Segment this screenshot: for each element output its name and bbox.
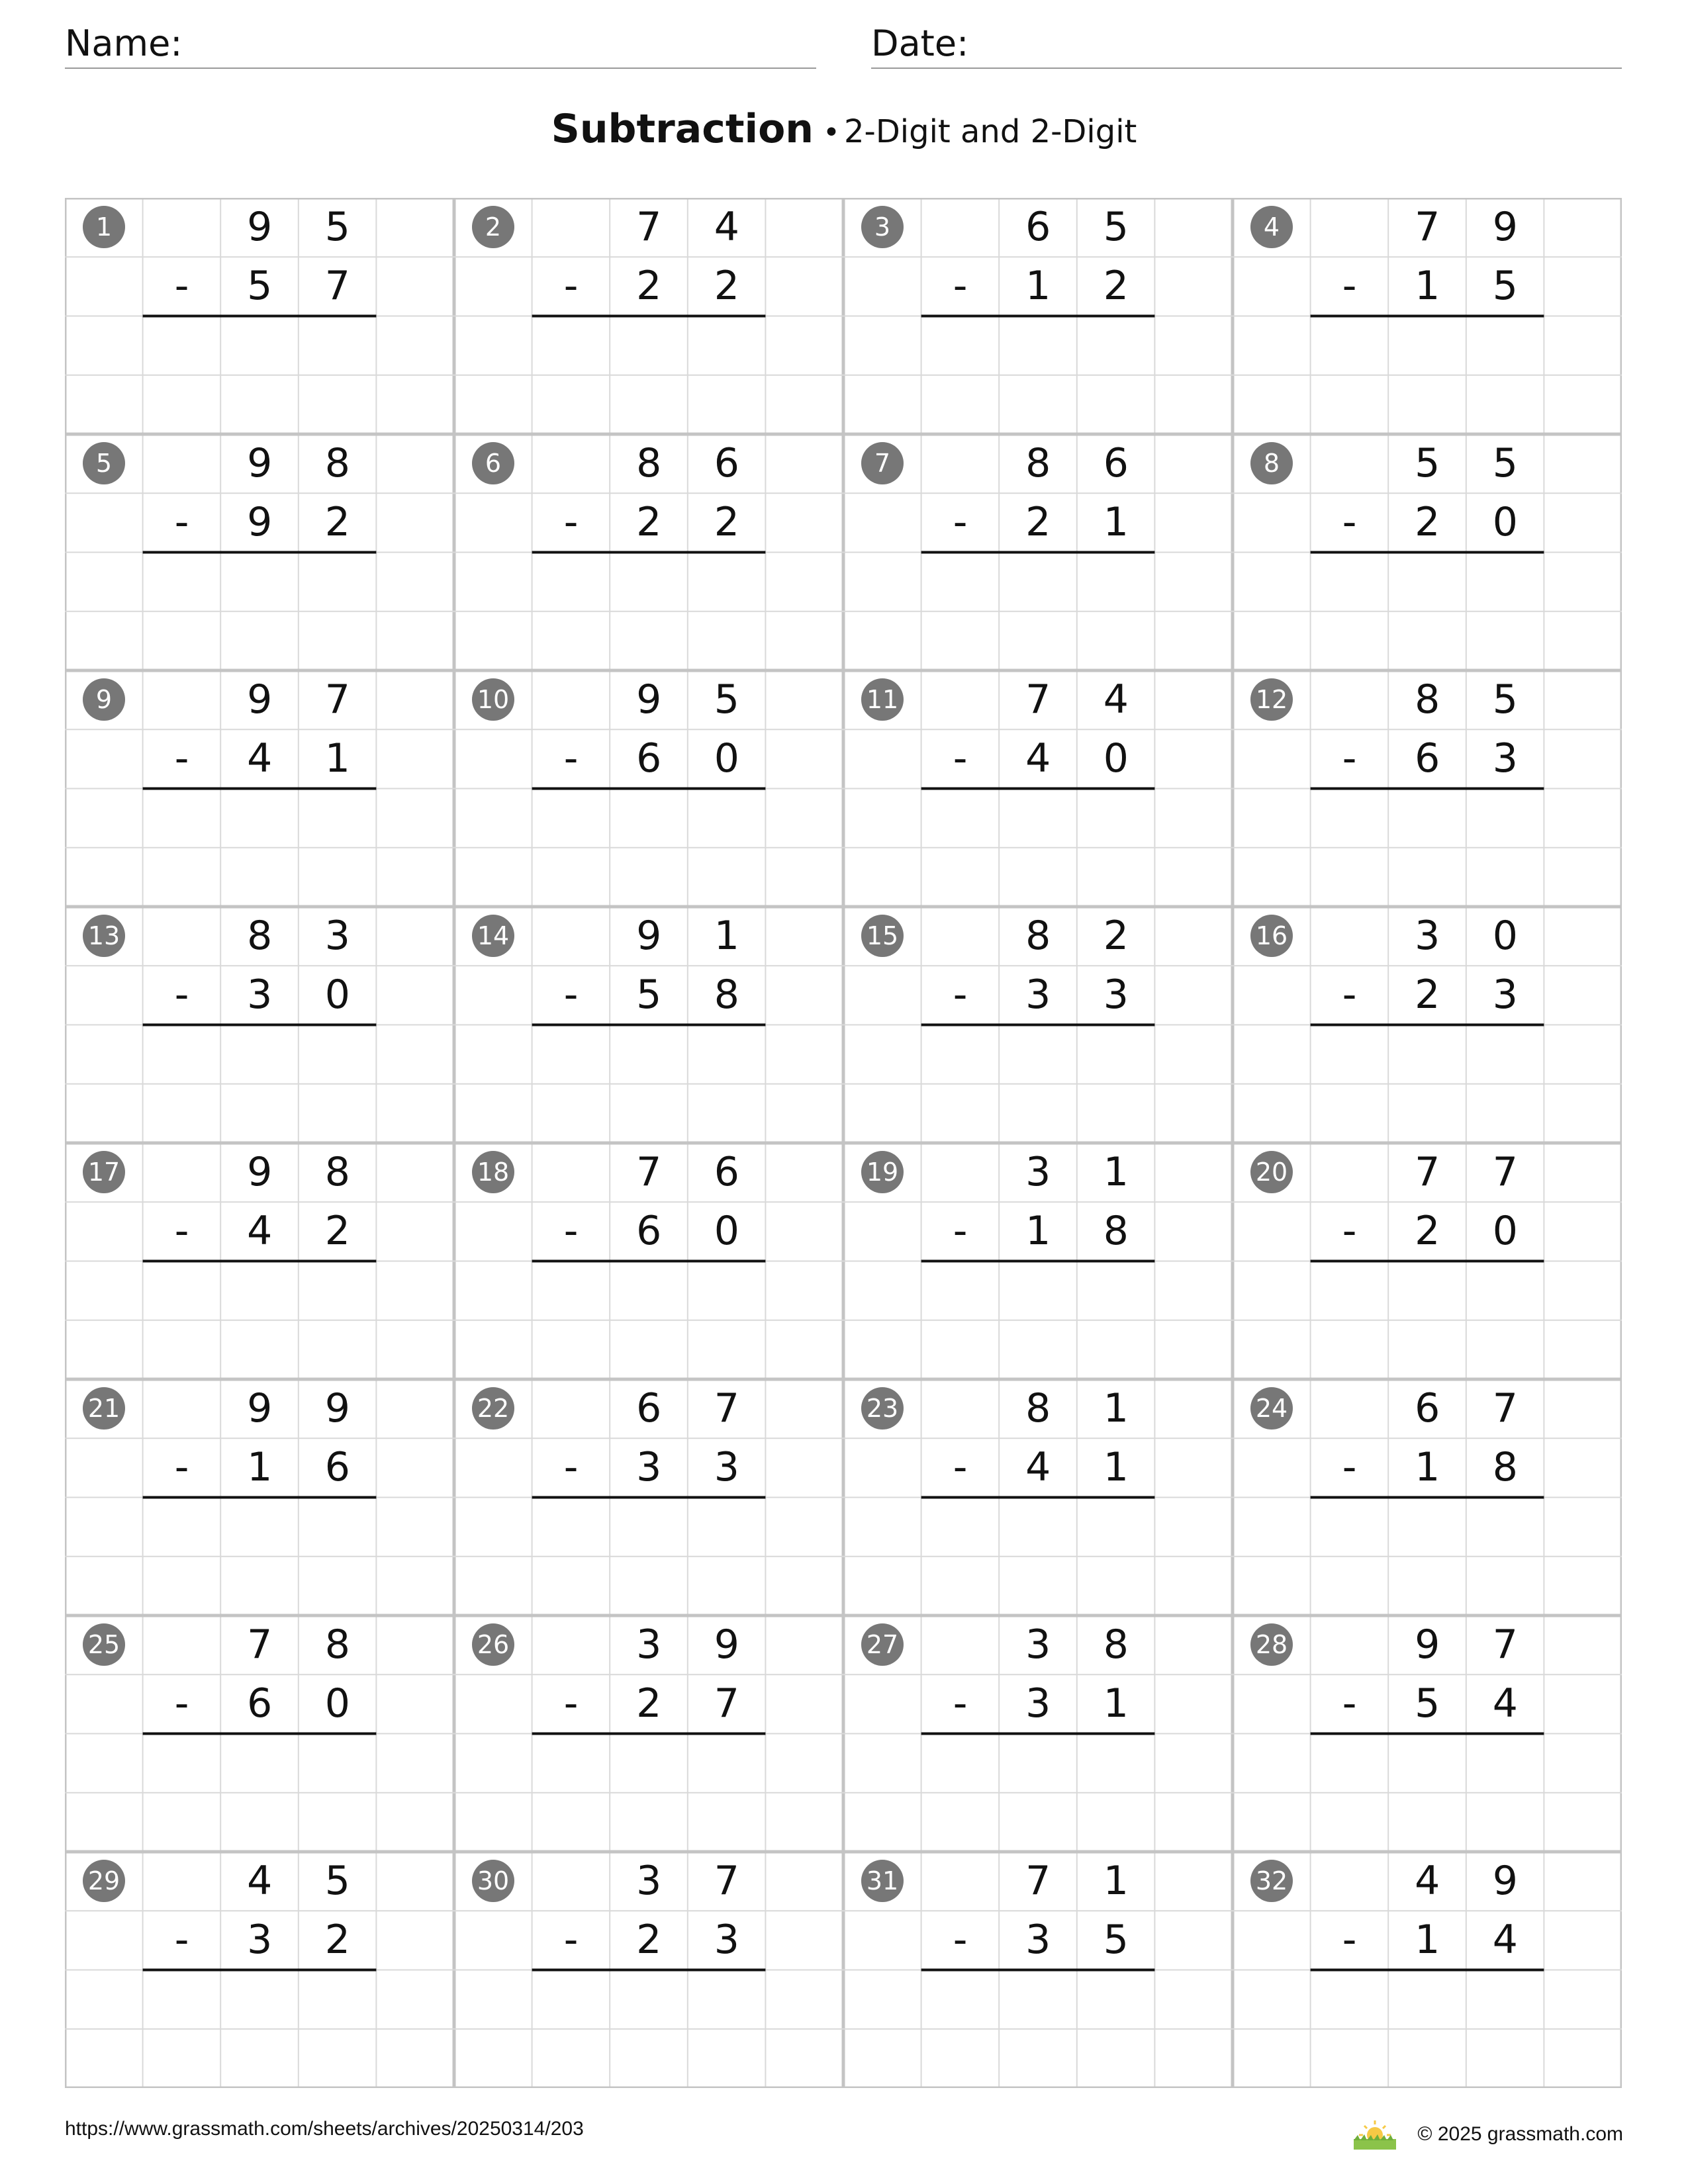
subtrahend-ones-digit: 3	[714, 1917, 739, 1964]
subtrahend-tens-digit: 1	[1025, 263, 1051, 310]
problem-31	[843, 1852, 1233, 2088]
minus-sign: -	[174, 735, 189, 782]
minuend-tens-digit: 8	[636, 440, 662, 486]
problem-19	[843, 1143, 1233, 1379]
minus-sign: -	[1342, 1917, 1357, 1964]
minus-sign: -	[563, 499, 579, 546]
subtrahend-tens-digit: 2	[1415, 1208, 1440, 1255]
minus-sign: -	[174, 1917, 189, 1964]
minus-sign: -	[953, 735, 968, 782]
subtrahend-ones-digit: 0	[714, 1208, 739, 1255]
minuend-ones-digit: 1	[1103, 1858, 1129, 1904]
subtrahend-tens-digit: 2	[636, 263, 662, 310]
minus-sign: -	[953, 1444, 968, 1491]
problem-grid	[65, 198, 1622, 2088]
worksheet-title	[0, 106, 1688, 152]
subtrahend-tens-digit: 2	[636, 499, 662, 546]
minuend-ones-digit: 9	[1492, 1858, 1518, 1904]
problem-8	[1233, 434, 1622, 670]
minuend-ones-digit: 5	[324, 204, 350, 250]
worksheet-header	[65, 20, 1622, 73]
subtrahend-tens-digit: 6	[636, 735, 662, 782]
minus-sign: -	[174, 972, 189, 1019]
subtrahend-tens-digit: 4	[1025, 735, 1051, 782]
minus-sign: -	[174, 499, 189, 546]
minuend-ones-digit: 8	[324, 1621, 350, 1668]
minus-sign: -	[174, 263, 189, 310]
problem-number-badge: 5	[83, 442, 125, 484]
problem-20	[1233, 1143, 1622, 1379]
minuend-ones-digit: 8	[1103, 1621, 1129, 1668]
minuend-ones-digit: 5	[1103, 204, 1129, 250]
title-bullet: •	[823, 116, 840, 150]
problem-25	[65, 1615, 454, 1852]
minuend-ones-digit: 9	[324, 1385, 350, 1432]
minuend-ones-digit: 7	[714, 1858, 739, 1904]
problem-5	[65, 434, 454, 670]
subtrahend-tens-digit: 4	[1025, 1444, 1051, 1491]
subtrahend-ones-digit: 5	[1103, 1917, 1129, 1964]
subtrahend-tens-digit: 3	[636, 1444, 662, 1491]
minus-sign: -	[563, 1444, 579, 1491]
problem-number-badge: 7	[861, 442, 904, 484]
minuend-tens-digit: 5	[1415, 440, 1440, 486]
minuend-tens-digit: 7	[247, 1621, 273, 1668]
subtrahend-ones-digit: 2	[714, 499, 739, 546]
subtrahend-ones-digit: 3	[1492, 735, 1518, 782]
problem-number-badge: 20	[1250, 1151, 1293, 1193]
problem-number-badge: 30	[472, 1860, 514, 1902]
problem-number-badge: 21	[83, 1387, 125, 1430]
minuend-tens-digit: 9	[1415, 1621, 1440, 1668]
problem-number-badge: 29	[83, 1860, 125, 1902]
problem-number-badge: 3	[861, 206, 904, 248]
minuend-tens-digit: 7	[1025, 676, 1051, 723]
minus-sign: -	[1342, 263, 1357, 310]
problem-number-badge: 15	[861, 915, 904, 957]
minuend-tens-digit: 9	[247, 1149, 273, 1195]
minuend-ones-digit: 0	[1492, 913, 1518, 959]
problem-number-badge: 25	[83, 1623, 125, 1666]
minuend-ones-digit: 8	[324, 440, 350, 486]
minuend-tens-digit: 4	[1415, 1858, 1440, 1904]
subtrahend-ones-digit: 2	[324, 1208, 350, 1255]
problem-7	[843, 434, 1233, 670]
minuend-tens-digit: 9	[247, 676, 273, 723]
subtrahend-ones-digit: 0	[324, 972, 350, 1019]
minus-sign: -	[953, 1208, 968, 1255]
problem-number-badge: 24	[1250, 1387, 1293, 1430]
problem-13	[65, 907, 454, 1143]
subtrahend-ones-digit: 1	[1103, 1680, 1129, 1727]
minuend-tens-digit: 8	[1025, 913, 1051, 959]
problem-1	[65, 198, 454, 434]
name-label: Name:	[65, 23, 183, 64]
subtrahend-tens-digit: 1	[1415, 263, 1440, 310]
problem-number-badge: 14	[472, 915, 514, 957]
minus-sign: -	[1342, 972, 1357, 1019]
minuend-ones-digit: 3	[324, 913, 350, 959]
problem-number-badge: 6	[472, 442, 514, 484]
minuend-ones-digit: 9	[1492, 204, 1518, 250]
minuend-tens-digit: 8	[1025, 1385, 1051, 1432]
minus-sign: -	[1342, 1208, 1357, 1255]
minuend-ones-digit: 4	[1103, 676, 1129, 723]
problem-24	[1233, 1379, 1622, 1615]
subtrahend-tens-digit: 5	[636, 972, 662, 1019]
subtrahend-ones-digit: 4	[1492, 1680, 1518, 1727]
minuend-tens-digit: 3	[636, 1621, 662, 1668]
minus-sign: -	[563, 1208, 579, 1255]
minuend-ones-digit: 6	[714, 440, 739, 486]
problem-number-badge: 23	[861, 1387, 904, 1430]
subtrahend-ones-digit: 6	[324, 1444, 350, 1491]
date-label: Date:	[871, 23, 969, 64]
subtrahend-ones-digit: 4	[1492, 1917, 1518, 1964]
minuend-ones-digit: 2	[1103, 913, 1129, 959]
subtrahend-ones-digit: 2	[324, 499, 350, 546]
minuend-tens-digit: 9	[247, 440, 273, 486]
problem-11	[843, 670, 1233, 907]
minus-sign: -	[953, 499, 968, 546]
minuend-ones-digit: 5	[1492, 440, 1518, 486]
subtrahend-ones-digit: 0	[324, 1680, 350, 1727]
subtrahend-ones-digit: 3	[1103, 972, 1129, 1019]
problem-number-badge: 1	[83, 206, 125, 248]
problem-number-badge: 18	[472, 1151, 514, 1193]
subtrahend-ones-digit: 1	[1103, 499, 1129, 546]
problem-number-badge: 19	[861, 1151, 904, 1193]
problem-27	[843, 1615, 1233, 1852]
minus-sign: -	[563, 1917, 579, 1964]
subtrahend-tens-digit: 1	[1415, 1444, 1440, 1491]
problem-number-badge: 12	[1250, 678, 1293, 721]
minuend-ones-digit: 5	[1492, 676, 1518, 723]
problem-32	[1233, 1852, 1622, 2088]
problem-number-badge: 10	[472, 678, 514, 721]
minuend-tens-digit: 9	[247, 204, 273, 250]
problem-30	[454, 1852, 843, 2088]
problem-number-badge: 32	[1250, 1860, 1293, 1902]
minuend-ones-digit: 7	[1492, 1149, 1518, 1195]
subtrahend-tens-digit: 9	[247, 499, 273, 546]
minus-sign: -	[1342, 1444, 1357, 1491]
minuend-tens-digit: 9	[247, 1385, 273, 1432]
problem-16	[1233, 907, 1622, 1143]
minuend-tens-digit: 6	[1025, 204, 1051, 250]
problem-17	[65, 1143, 454, 1379]
minus-sign: -	[953, 1917, 968, 1964]
minuend-tens-digit: 4	[247, 1858, 273, 1904]
subtrahend-ones-digit: 2	[714, 263, 739, 310]
problem-22	[454, 1379, 843, 1615]
subtrahend-tens-digit: 6	[636, 1208, 662, 1255]
subtrahend-ones-digit: 0	[1492, 499, 1518, 546]
minus-sign: -	[563, 972, 579, 1019]
date-field[interactable]	[871, 20, 1622, 69]
minuend-tens-digit: 8	[1025, 440, 1051, 486]
problem-number-badge: 11	[861, 678, 904, 721]
problem-15	[843, 907, 1233, 1143]
minuend-ones-digit: 4	[714, 204, 739, 250]
problem-12	[1233, 670, 1622, 907]
minuend-ones-digit: 5	[324, 1858, 350, 1904]
problem-9	[65, 670, 454, 907]
subtrahend-tens-digit: 3	[1025, 972, 1051, 1019]
minuend-tens-digit: 7	[636, 1149, 662, 1195]
problem-number-badge: 8	[1250, 442, 1293, 484]
problem-14	[454, 907, 843, 1143]
subtrahend-tens-digit: 2	[1415, 972, 1440, 1019]
title-subtitle: 2-Digit and 2-Digit	[843, 113, 1137, 150]
problem-21	[65, 1379, 454, 1615]
subtrahend-tens-digit: 2	[636, 1680, 662, 1727]
subtrahend-ones-digit: 3	[714, 1444, 739, 1491]
problem-number-badge: 22	[472, 1387, 514, 1430]
name-field[interactable]	[65, 20, 816, 69]
footer-copyright	[1351, 2118, 1623, 2151]
problem-2	[454, 198, 843, 434]
minuend-tens-digit: 7	[1025, 1858, 1051, 1904]
minuend-ones-digit: 1	[1103, 1149, 1129, 1195]
subtrahend-ones-digit: 8	[1492, 1444, 1518, 1491]
minuend-ones-digit: 6	[714, 1149, 739, 1195]
problem-number-badge: 13	[83, 915, 125, 957]
subtrahend-ones-digit: 8	[714, 972, 739, 1019]
subtrahend-tens-digit: 5	[1415, 1680, 1440, 1727]
minuend-ones-digit: 1	[1103, 1385, 1129, 1432]
minuend-ones-digit: 7	[714, 1385, 739, 1432]
problem-number-badge: 31	[861, 1860, 904, 1902]
subtrahend-ones-digit: 7	[324, 263, 350, 310]
subtrahend-ones-digit: 1	[324, 735, 350, 782]
minuend-ones-digit: 7	[324, 676, 350, 723]
minus-sign: -	[1342, 499, 1357, 546]
subtrahend-ones-digit: 3	[1492, 972, 1518, 1019]
problem-23	[843, 1379, 1233, 1615]
minuend-tens-digit: 7	[1415, 1149, 1440, 1195]
problem-28	[1233, 1615, 1622, 1852]
minuend-ones-digit: 8	[324, 1149, 350, 1195]
subtrahend-ones-digit: 1	[1103, 1444, 1129, 1491]
minuend-tens-digit: 3	[1415, 913, 1440, 959]
problem-number-badge: 28	[1250, 1623, 1293, 1666]
minus-sign: -	[953, 1680, 968, 1727]
minus-sign: -	[563, 1680, 579, 1727]
minus-sign: -	[1342, 735, 1357, 782]
minus-sign: -	[174, 1208, 189, 1255]
subtrahend-tens-digit: 5	[247, 263, 273, 310]
minuend-ones-digit: 6	[1103, 440, 1129, 486]
subtrahend-tens-digit: 2	[1025, 499, 1051, 546]
minuend-tens-digit: 7	[1415, 204, 1440, 250]
minuend-ones-digit: 7	[1492, 1385, 1518, 1432]
problem-18	[454, 1143, 843, 1379]
grass-sun-logo-icon	[1351, 2118, 1399, 2151]
subtrahend-ones-digit: 2	[324, 1917, 350, 1964]
problem-3	[843, 198, 1233, 434]
subtrahend-tens-digit: 2	[1415, 499, 1440, 546]
subtrahend-tens-digit: 1	[247, 1444, 273, 1491]
problem-6	[454, 434, 843, 670]
minuend-tens-digit: 6	[1415, 1385, 1440, 1432]
minuend-tens-digit: 3	[636, 1858, 662, 1904]
subtrahend-tens-digit: 3	[247, 1917, 273, 1964]
problem-4	[1233, 198, 1622, 434]
minuend-ones-digit: 7	[1492, 1621, 1518, 1668]
minus-sign: -	[174, 1680, 189, 1727]
problem-26	[454, 1615, 843, 1852]
problem-number-badge: 4	[1250, 206, 1293, 248]
subtrahend-tens-digit: 4	[247, 735, 273, 782]
subtrahend-tens-digit: 3	[1025, 1917, 1051, 1964]
minuend-tens-digit: 6	[636, 1385, 662, 1432]
subtrahend-tens-digit: 4	[247, 1208, 273, 1255]
minus-sign: -	[174, 1444, 189, 1491]
subtrahend-ones-digit: 5	[1492, 263, 1518, 310]
problem-number-badge: 17	[83, 1151, 125, 1193]
minus-sign: -	[953, 972, 968, 1019]
minus-sign: -	[563, 263, 579, 310]
minus-sign: -	[563, 735, 579, 782]
subtrahend-ones-digit: 0	[1492, 1208, 1518, 1255]
subtrahend-tens-digit: 1	[1415, 1917, 1440, 1964]
problem-number-badge: 27	[861, 1623, 904, 1666]
subtrahend-tens-digit: 1	[1025, 1208, 1051, 1255]
problem-number-badge: 16	[1250, 915, 1293, 957]
subtrahend-tens-digit: 6	[1415, 735, 1440, 782]
problem-10	[454, 670, 843, 907]
subtrahend-tens-digit: 6	[247, 1680, 273, 1727]
minus-sign: -	[1342, 1680, 1357, 1727]
minuend-tens-digit: 9	[636, 913, 662, 959]
minuend-tens-digit: 9	[636, 676, 662, 723]
subtrahend-ones-digit: 0	[1103, 735, 1129, 782]
minuend-tens-digit: 3	[1025, 1149, 1051, 1195]
problem-number-badge: 26	[472, 1623, 514, 1666]
subtrahend-tens-digit: 3	[1025, 1680, 1051, 1727]
minuend-tens-digit: 3	[1025, 1621, 1051, 1668]
subtrahend-ones-digit: 7	[714, 1680, 739, 1727]
problem-number-badge: 2	[472, 206, 514, 248]
footer-url: https://www.grassmath.com/sheets/archives/20250314/203	[65, 2118, 584, 2140]
subtrahend-tens-digit: 2	[636, 1917, 662, 1964]
subtrahend-ones-digit: 0	[714, 735, 739, 782]
minus-sign: -	[953, 263, 968, 310]
problem-number-badge: 9	[83, 678, 125, 721]
subtrahend-tens-digit: 3	[247, 972, 273, 1019]
problem-29	[65, 1852, 454, 2088]
subtrahend-ones-digit: 8	[1103, 1208, 1129, 1255]
minuend-ones-digit: 5	[714, 676, 739, 723]
copyright-text: © 2025 grassmath.com	[1417, 2123, 1623, 2145]
minuend-tens-digit: 8	[1415, 676, 1440, 723]
minuend-ones-digit: 9	[714, 1621, 739, 1668]
minuend-tens-digit: 8	[247, 913, 273, 959]
title-main: Subtraction	[551, 106, 814, 152]
minuend-ones-digit: 1	[714, 913, 739, 959]
subtrahend-ones-digit: 2	[1103, 263, 1129, 310]
minuend-tens-digit: 7	[636, 204, 662, 250]
